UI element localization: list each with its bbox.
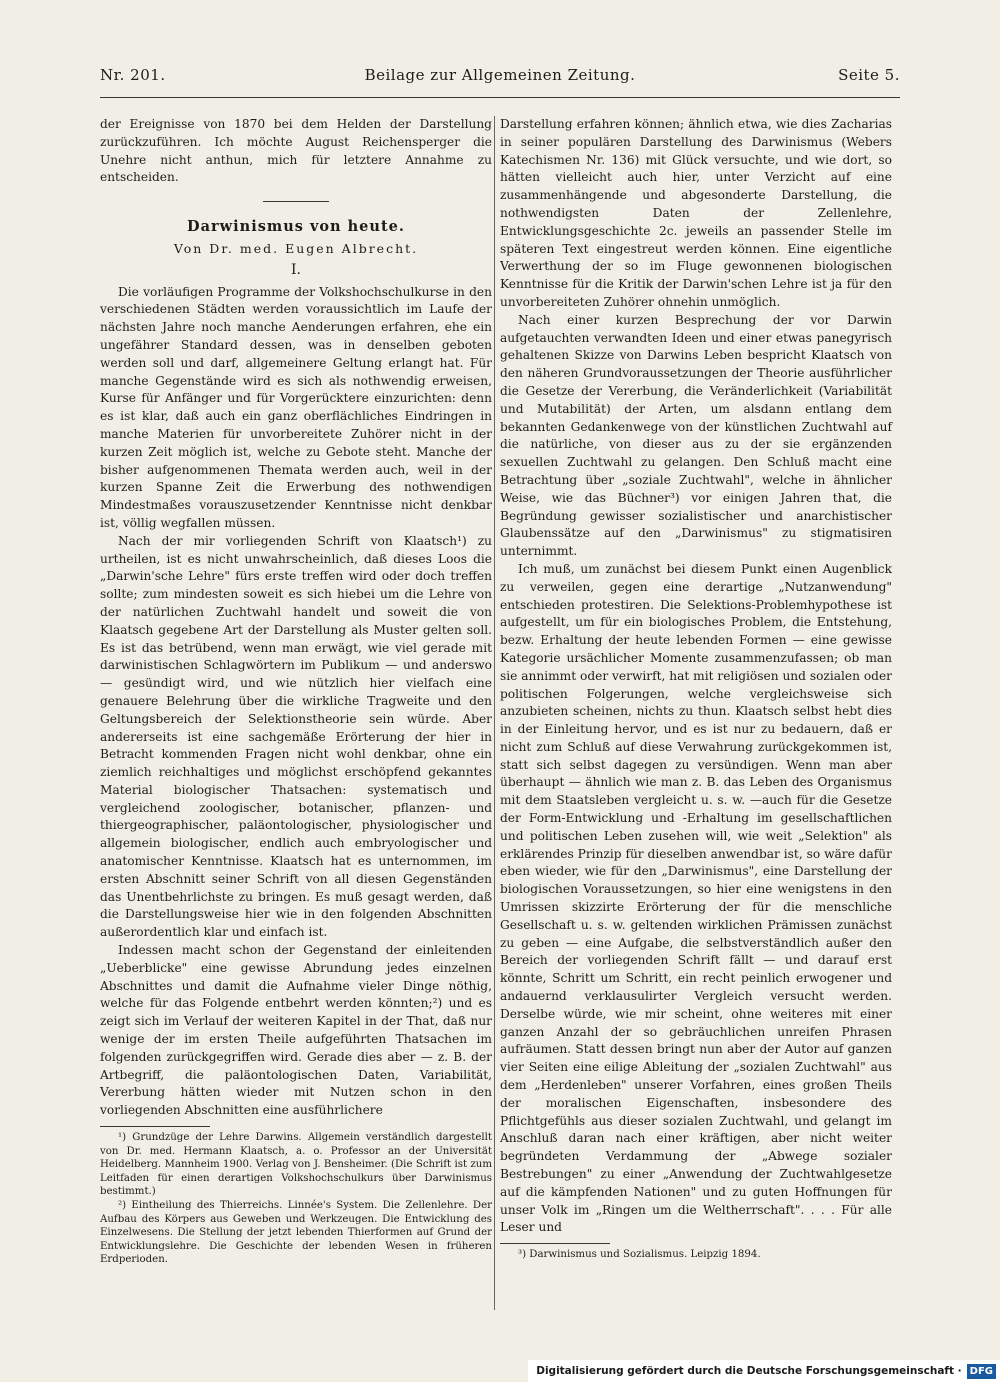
body-paragraph: Ich muß, um zunächst bei diesem Punkt einen Augenblick zu verweilen, gegen eine derartige „Nutzanwendung" entschieden protestiren. Die Selektions-Problemhypothese ist aufgestellt, um für ein biologisches Problem, die Entstehung, bezw. Erhaltung der heute lebenden Formen — eine gewisse Kategorie ursächlicher Momente zusammenzufassen; ob man sie annimmt oder verwirft, hat mit religiösen und sozialen oder politischen Folgerungen, welche vergleichsweise sich anzubieten scheinen, nichts zu thun. Klaatsch selbst hebt dies in der Einleitung hervor, und es ist nur zu bedauern, daß er nicht zum Schluß auf diese Verwahrung zurückgekommen ist, statt sich selbst dagegen zu versündigen. Wenn man aber überhaupt — ähnlich wie man z. B. das Leben des Organismus mit dem Staatsleben vergleicht u. s. w. —auch für die Gesetze der Form-Entwicklung und -Erhaltung im gesellschaftlichen und politischen Leben zusehen will, wie weit „Selektion" als erklärendes Prinzip für dieselben anwendbar ist, so wäre dafür eben wieder, wie für den „Darwinismus", eine Darstellung der biologischen Voraussetzungen, so hier eine wenigstens in den Umrissen skizzirte Erörterung der für die menschliche Gesellschaft u. s. w. geltenden wirklichen Prämissen zunächst zu geben — eine Aufgabe, die selbstverständlich außer den Bereich der vorliegenden Schrift fällt — und darauf erst könnte, Schritt um Schritt, ein recht peinlich erwogener und andauernd verklausulirter Vergleich versucht werden. Derselbe würde, wie mir scheint, ohne weiteres mit einer ganzen Anzahl der so gebräuchlichen unreifen Phrasen aufräumen. Statt dessen bringt nun aber der Autor auf ganzen vier Seiten eine eilige Ableitung der „sozialen Zuchtwahl" aus dem „Herdenleben" unserer Vorfahren, eines großen Theils der moralischen Eigenschaften, insbesondere des Pflichtgefühls aus dieser sozialen Zuchtwahl, und gelangt im Anschluß daran nach einer kräftigen, aber nicht weiter begründeten Verdammung der „Abwege sozialer Bestrebungen" zu einer „Anwendung der Zuchtwahlgesetze auf die kämpfenden Nationen" und zu guten Hoffnungen für unser Volk im „Ringen um die Weltherrschaft". . . . Für alle Leser und: [500, 561, 893, 1235]
left-column: [100, 116, 492, 1267]
part-numeral: I.: [291, 261, 301, 278]
supplement-title: Beilage zur Allgemeinen Zeitung.: [364, 66, 636, 84]
right-column: [500, 116, 892, 1262]
body-paragraph: Die vorläufigen Programme der Volkshochschulkurse in den verschiedenen Städten werden voraussichtlich im Laufe der nächsten Jahre noch manche Aenderungen erfahren, ehe ein ungefährer Standard dessen, was in denselben geboten werden soll und darf, allgemeinere Geltung erlangt hat. Für manche Gegenstände wird es sich als nothwendig erweisen, Kurse für Anfänger und für Vorgerücktere einzurichten: denn es ist klar, daß auch ein ganz oberflächliches Eindringen in manche Materien für unvorbereitete Zuhörer nicht in der kurzen Zeit möglich ist, welche zu Gebote steht. Manche der bisher aufgenommenen Themata werden auch, weil in der kurzen Spanne Zeit die Erwerbung des nothwendigen Mindestmaßes vorauszusetzender Kenntnisse nicht denkbar ist, völlig wegfallen müssen.: [100, 284, 492, 530]
footnote-3: ³) Darwinismus und Sozialismus. Leipzig 1894.: [518, 1249, 761, 1261]
issue-number: Nr. 201.: [100, 66, 166, 84]
funding-banner: [528, 1360, 1000, 1382]
body-paragraph: Nach einer kurzen Besprechung der vor Darwin aufgetauchten verwandten Ideen und einer etwas panegyrisch gehaltenen Skizze von Darwins Leben bespricht Klaatsch von den näheren Grundvoraussetzungen der Theorie ausführlicher die Gesetze der Vererbung, die Veränderlichkeit (Variabilität und Mutabilität) der Arten, um alsdann entlang dem bekannten Gedankenwege von der künstlichen Zuchtwahl auf die natürliche, von dieser aus zu der sie ergänzenden sexuellen Zuchtwahl zu gelangen. Den Schluß macht eine Betrachtung über „soziale Zuchtwahl", welche in ähnlicher Weise, wie das Büchner³) vor einigen Jahren that, die Begründung gewisser sozialistischer und anarchistischer Glaubenssätze auf den „Darwinismus" zu stigmatisiren unternimmt.: [500, 312, 892, 559]
article-separator: [263, 201, 329, 202]
article-byline: Von Dr. med. Eugen Albrecht.: [173, 240, 419, 256]
footnote-1: ¹) Grundzüge der Lehre Darwins. Allgemein verständlich dargestellt von Dr. med. Hermann Klaatsch, a. o. Professor an der Universität Heidelberg. Mannheim 1900. Verlag von J. Bensheimer. (Die Schrift ist zum Leitfaden für einen derartigen Volkshochschulkurs über Darwinismus bestimmt.): [100, 1132, 492, 1198]
footnote-rule: [500, 1243, 610, 1244]
article-title: Darwinismus von heute.: [187, 218, 405, 236]
header-rule: [100, 97, 900, 98]
column-divider: [494, 116, 495, 1310]
body-paragraph: Darstellung erfahren können; ähnlich etwa, wie dies Zacharias in seiner populären Darstellung des Darwinismus (Webers Katechismen Nr. 136) mit Glück versuchte, und wie dort, so hätten vielleicht auch hier, unter Verzicht auf eine zusammenhängende und abgesonderte Darstellung, die nothwendigsten Daten der Zellenlehre, Entwicklungsgeschichte 2c. jeweils an passender Stelle im späteren Text eingestreut werden können. Eine eigentliche Verwerthung der so im Fluge gewonnenen biologischen Kenntnisse für die Kritik der Darwin'schen Lehre ist ja für den unvorbereiteten Zuhörer ohnehin unmöglich.: [500, 117, 892, 309]
continuation-paragraph: der Ereignisse von 1870 bei dem Helden der Darstellung zurückzuführen. Ich möchte August Reichensperger die Unehre nicht anthun, mich für letztere Annahme zu entscheiden.: [100, 117, 492, 185]
page-header: [100, 66, 900, 92]
body-paragraph: Nach der mir vorliegenden Schrift von Klaatsch¹) zu urtheilen, ist es nicht unwahrscheinlich, daß dieses Loos die „Darwin'sche Lehre" fürs erste treffen wird oder doch treffen sollte; zum mindesten soweit es sich hiebei um die Lehre von der natürlichen Zuchtwahl handelt und soweit die von Klaatsch gegebene Art der Darstellung als Muster gelten soll. Es ist das betrübend, wenn man erwägt, wie viel gerade mit darwinistischen Schlagwörtern im Publikum — und anderswo — gesündigt wird, und wie nützlich hier vielfach eine genauere Belehrung über die wirkliche Tragweite und den Geltungsbereich der Selektionstheorie sein würde. Aber andererseits ist eine sachgemäße Erörterung der hier in Betracht kommenden Fragen nicht wohl denkbar, ohne ein ziemlich reichhaltiges und möglichst erschöpfend gekanntes Material biologischer Thatsachen: systematisch und vergleichend zoologischer, botanischer, pflanzen- und thiergeographischer, paläontologischer, physiologischer und allgemein biologischer, endlich auch embryologischer und anatomischer Kenntnisse. Klaatsch hat es unternommen, im ersten Abschnitt seiner Schrift von all diesen Gegenständen das Unentbehrlichste zu bringen. Es muß gesagt werden, daß die Darstellungsweise hier wie in den folgenden Abschnitten außerordentlich klar und einfach ist.: [100, 533, 492, 940]
funding-text: Digitalisierung gefördert durch die Deutsche Forschungsgemeinschaft ·: [536, 1365, 962, 1377]
footnote-rule: [100, 1126, 210, 1127]
dfg-logo: DFG: [967, 1364, 996, 1379]
footnote-2: ²) Eintheilung des Thierreichs. Linnée's System. Die Zellenlehre. Der Aufbau des Körpers aus Geweben und Werkzeugen. Die Entwicklung des Einzelwesens. Die Stellung der jetzt lebenden Thierformen auf Grund der Entwicklungslehre. Die Geschichte der lebenden Wesen in früheren Erdperioden.: [100, 1200, 492, 1266]
body-paragraph: Indessen macht schon der Gegenstand der einleitenden „Ueberblicke" eine gewisse Abrundung jedes einzelnen Abschnittes und damit die Aufnahme vieler Dinge nöthig, welche für das Folgende entbehrt werden könnten;²) und es zeigt sich im Verlauf der weiteren Kapitel in der That, daß nur wenige der im ersten Theile aufgeführten Thatsachen im folgenden zurückgegriffen wird. Gerade dies aber — z. B. der Artbegriff, die paläontologischen Daten, Variabilität, Vererbung hätten wieder mit Nutzen schon in den vorliegenden Abschnitten eine ausführlichere: [100, 943, 492, 1118]
page-number: Seite 5.: [838, 66, 900, 84]
